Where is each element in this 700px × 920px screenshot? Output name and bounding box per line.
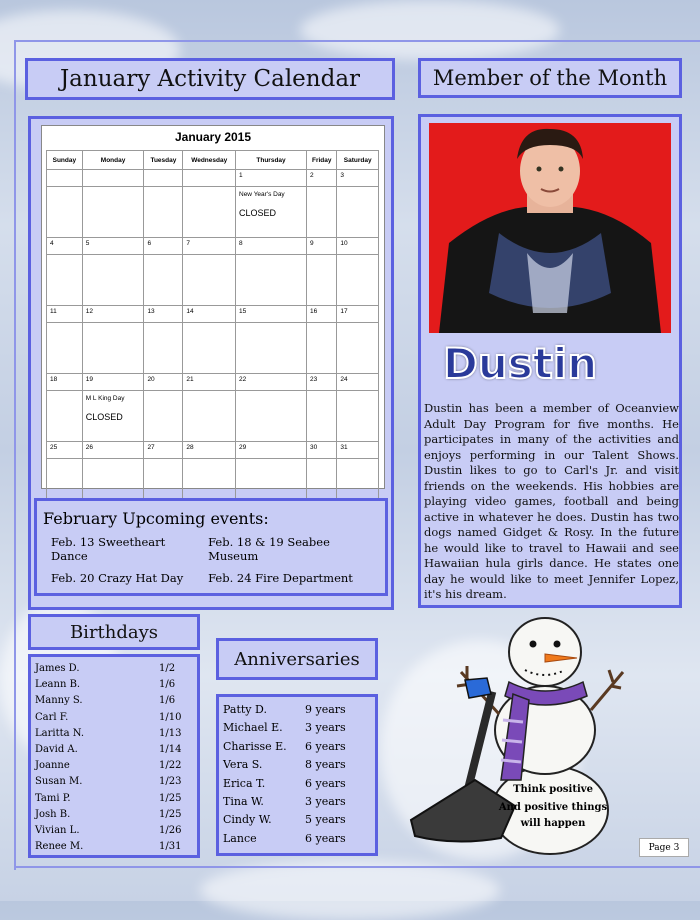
day-cell — [183, 323, 236, 374]
list-item — [35, 661, 197, 677]
member-name: Dustin — [443, 339, 598, 388]
anniversaries-title: Anniversaries — [216, 638, 378, 680]
event-item: Feb. 20 Crazy Hat Day — [51, 571, 184, 585]
events-heading: February Upcoming events: — [43, 509, 269, 528]
event-item: Feb. 13 Sweetheart Dance — [51, 535, 166, 563]
birthday-date: 1/26 — [159, 825, 182, 837]
list-item — [35, 693, 197, 709]
birthday-date: 1/23 — [159, 776, 182, 788]
cloud — [200, 860, 500, 920]
day-number: 22 — [236, 374, 307, 391]
birthday-name: Carl F. — [35, 711, 69, 723]
list-item — [223, 756, 375, 774]
day-cell — [82, 187, 144, 238]
snowman-illustration — [405, 610, 655, 860]
day-cell — [144, 187, 183, 238]
day-cell — [337, 391, 379, 442]
birthdays-title: Birthdays — [28, 614, 200, 650]
day-cell — [337, 323, 379, 374]
cloud — [300, 0, 560, 60]
day-number: 21 — [183, 374, 236, 391]
birthday-date: 1/2 — [159, 663, 176, 674]
day-number: 4 — [47, 238, 83, 255]
birthday-date: 1/25 — [159, 808, 182, 820]
birthday-name: Josh B. — [35, 808, 71, 820]
day-cell — [144, 323, 183, 374]
birthday-date: 1/6 — [159, 679, 176, 691]
weekday-header: Saturday — [337, 151, 379, 170]
day-cell — [307, 187, 337, 238]
upcoming-events — [34, 498, 388, 596]
list-item — [35, 791, 197, 807]
member-photo — [429, 123, 671, 333]
day-number: 15 — [236, 306, 307, 323]
anniversary-name: Lance — [223, 831, 257, 845]
day-cell — [183, 255, 236, 306]
birthday-date: 1/13 — [159, 727, 182, 739]
anniversary-years: 9 years — [305, 703, 346, 716]
day-number: 10 — [337, 238, 379, 255]
day-number: 2 — [307, 170, 337, 187]
list-item — [35, 823, 197, 839]
birthday-name: Joanne — [35, 760, 70, 772]
anniversary-list — [223, 701, 375, 848]
birthday-name: Vivian L. — [35, 825, 80, 837]
birthday-name: Leann B. — [35, 679, 81, 691]
day-number: 5 — [82, 238, 144, 255]
sign-line: will happen — [520, 818, 586, 829]
day-number: 17 — [337, 306, 379, 323]
day-number: 19 — [82, 374, 144, 391]
day-cell — [307, 255, 337, 306]
birthday-name: Susan M. — [35, 776, 83, 788]
anniversary-years: 3 years — [305, 721, 346, 735]
birthdays-panel — [28, 654, 200, 858]
anniversary-name: Charisse E. — [223, 739, 287, 753]
bottom-rule — [14, 866, 700, 868]
day-cell — [82, 391, 144, 442]
anniversary-name: Cindy W. — [223, 813, 272, 827]
anniversary-years: 6 years — [305, 776, 346, 790]
birthday-list — [35, 661, 197, 855]
day-cell — [82, 323, 144, 374]
member-photo-illustration — [429, 123, 671, 333]
day-number: 18 — [47, 374, 83, 391]
birthday-name: James D. — [35, 663, 80, 674]
event-item: Feb. 18 & 19 Seabee Museum — [208, 535, 330, 563]
birthday-date: 1/10 — [159, 711, 182, 723]
day-number: 28 — [183, 442, 236, 459]
list-item — [223, 701, 375, 719]
events-list — [51, 532, 385, 590]
list-item — [35, 758, 197, 774]
holiday-note: M L King Day — [85, 395, 125, 402]
day-number: 7 — [183, 238, 236, 255]
day-number: 1 — [236, 170, 307, 187]
day-number: 12 — [82, 306, 144, 323]
birthday-name: Tami P. — [35, 792, 71, 804]
weekday-header: Wednesday — [183, 151, 236, 170]
weekday-header: Thursday — [236, 151, 307, 170]
anniversary-name: Erica T. — [223, 776, 266, 790]
list-item — [35, 726, 197, 742]
anniversary-name: Michael E. — [223, 721, 283, 735]
weekday-header: Friday — [307, 151, 337, 170]
day-number: 3 — [337, 170, 379, 187]
birthday-date: 1/6 — [159, 695, 176, 707]
day-cell — [307, 323, 337, 374]
member-bio: Dustin has been a member of Oceanview Adult Day Program for five months. He participates in many of the activities and enjoys performing in our Talent Shows. Dustin likes to go to Carl's Jr. and visit friends on the weekends. His hobbies are playing video games, football and being active in whatever he does. Dustin has two dogs named Gidget & Rosy. In the future he would like to travel to Hawaii and see Hawaiian hula girls dance. He states one day he would like to meet Jennifer Lopez, it's his dream. — [424, 401, 679, 601]
day-number — [47, 170, 83, 187]
day-number: 6 — [144, 238, 183, 255]
list-item — [223, 811, 375, 829]
day-cell — [236, 391, 307, 442]
list-item — [35, 742, 197, 758]
day-number: 11 — [47, 306, 83, 323]
day-number — [144, 170, 183, 187]
sign-line: And positive things — [498, 802, 608, 813]
closed-note: CLOSED — [85, 412, 123, 422]
list-item — [35, 710, 197, 726]
day-cell — [236, 187, 307, 238]
weekday-header: Tuesday — [144, 151, 183, 170]
day-cell — [47, 391, 83, 442]
anniversary-years: 8 years — [305, 758, 346, 772]
member-panel — [418, 114, 682, 608]
anniversary-name: Vera S. — [223, 758, 263, 772]
day-cell — [183, 391, 236, 442]
list-item — [35, 839, 197, 855]
day-cell — [144, 391, 183, 442]
day-number — [183, 170, 236, 187]
day-number: 9 — [307, 238, 337, 255]
day-number: 24 — [337, 374, 379, 391]
birthday-name: Manny S. — [35, 695, 83, 707]
day-number: 25 — [47, 442, 83, 459]
anniversary-years: 6 years — [305, 831, 346, 845]
birthday-date: 1/22 — [159, 760, 182, 772]
list-item — [35, 807, 197, 823]
day-number: 26 — [82, 442, 144, 459]
birthday-name: Renee M. — [35, 841, 84, 853]
day-cell — [47, 255, 83, 306]
day-number: 23 — [307, 374, 337, 391]
day-number: 29 — [236, 442, 307, 459]
anniversaries-panel — [216, 694, 378, 856]
day-number: 20 — [144, 374, 183, 391]
day-cell — [47, 323, 83, 374]
day-number — [82, 170, 144, 187]
anniversary-years: 5 years — [305, 813, 346, 827]
day-cell — [337, 255, 379, 306]
list-item — [35, 677, 197, 693]
day-cell — [144, 255, 183, 306]
birthday-name: David A. — [35, 744, 78, 756]
day-cell — [236, 323, 307, 374]
anniversary-years: 3 years — [305, 795, 346, 809]
calendar-month: January 2015 — [174, 130, 252, 144]
weekday-header: Monday — [82, 151, 144, 170]
list-item — [35, 774, 197, 790]
top-rule — [14, 40, 700, 42]
list-item — [223, 793, 375, 811]
holiday-note: New Year's Day — [239, 191, 285, 198]
day-number: 14 — [183, 306, 236, 323]
day-number: 13 — [144, 306, 183, 323]
day-cell — [236, 255, 307, 306]
member-of-month-title: Member of the Month — [418, 58, 682, 98]
day-number: 16 — [307, 306, 337, 323]
list-item — [223, 719, 375, 737]
calendar-title: January Activity Calendar — [25, 58, 395, 100]
day-cell — [337, 187, 379, 238]
list-item — [223, 738, 375, 756]
page-number: Page 3 — [639, 838, 689, 857]
day-cell — [307, 391, 337, 442]
anniversary-name: Patty D. — [223, 703, 267, 716]
anniversary-name: Tina W. — [223, 795, 264, 809]
day-number: 27 — [144, 442, 183, 459]
day-cell — [183, 187, 236, 238]
list-item — [223, 830, 375, 848]
weekday-header: Sunday — [47, 151, 83, 170]
left-rule — [14, 40, 16, 870]
sign-line: Think positive — [513, 784, 593, 795]
day-number: 30 — [307, 442, 337, 459]
closed-note: CLOSED — [239, 208, 277, 218]
list-item — [223, 775, 375, 793]
calendar — [41, 125, 385, 489]
day-cell — [47, 187, 83, 238]
birthday-date: 1/25 — [159, 792, 182, 804]
anniversary-years: 6 years — [305, 739, 346, 753]
birthday-date: 1/14 — [159, 744, 182, 756]
calendar-grid — [46, 150, 379, 510]
day-cell — [82, 255, 144, 306]
birthday-date: 1/31 — [159, 841, 182, 853]
event-item: Feb. 24 Fire Department — [208, 571, 353, 585]
day-number: 31 — [337, 442, 379, 459]
birthday-name: Laritta N. — [35, 727, 85, 739]
day-number: 8 — [236, 238, 307, 255]
